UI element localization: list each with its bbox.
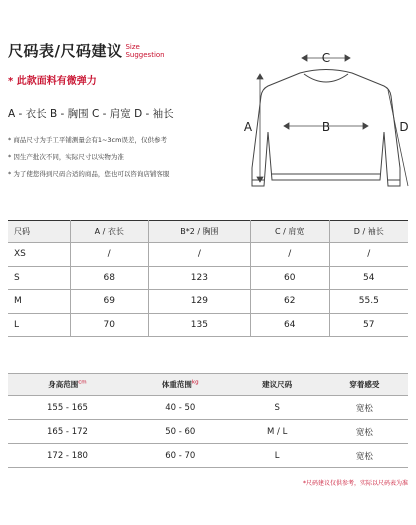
- label-c: C: [321, 51, 331, 65]
- table-cell: 宽松: [321, 444, 408, 468]
- table-cell: 62: [250, 290, 329, 314]
- table-cell: /: [329, 243, 408, 267]
- unit-kg: kg: [191, 379, 199, 386]
- table-cell: M: [8, 290, 70, 314]
- table-cell: 68: [70, 266, 148, 290]
- header-cell: [8, 374, 127, 396]
- note-item: * 商品尺寸为手工平铺测量会有1~3cm误差，仅供参考: [8, 136, 167, 144]
- header-cell: D / 袖长: [329, 221, 408, 243]
- table-cell: 54: [329, 266, 408, 290]
- table-cell: /: [250, 243, 329, 267]
- table-cell: 135: [148, 313, 250, 337]
- table-cell: /: [148, 243, 250, 267]
- collar: [304, 74, 348, 82]
- table-cell: 60 - 70: [127, 444, 234, 468]
- table-cell: XS: [8, 243, 70, 267]
- table-cell: 60: [250, 266, 329, 290]
- table-cell: 70: [70, 313, 148, 337]
- table-cell: 123: [148, 266, 250, 290]
- header-cell: [127, 374, 234, 396]
- table-row: [8, 266, 408, 290]
- size-table-header: [8, 221, 408, 243]
- table-row: [8, 444, 408, 468]
- sweater-diagram: [238, 40, 413, 200]
- page-title: 尺码表/尺码建议: [8, 42, 123, 60]
- table-cell: 57: [329, 313, 408, 337]
- title-en-line-2: Suggestion: [125, 51, 165, 59]
- table-cell: /: [70, 243, 148, 267]
- table-row: [8, 243, 408, 267]
- size-table: [8, 220, 408, 337]
- header-cell: C / 肩宽: [250, 221, 329, 243]
- note-item: * 因生产批次不同，实际尺寸以实物为准: [8, 153, 124, 161]
- notes: [8, 132, 169, 183]
- table-cell: 64: [250, 313, 329, 337]
- table-cell: 宽松: [321, 420, 408, 444]
- header-cell: 穿着感受: [321, 374, 408, 396]
- rec-table-header: [8, 374, 408, 396]
- fabric-note: * 此款面料有微弹力: [8, 76, 97, 87]
- footnote: *尺码建议仅供参考，实际以尺码表为准: [302, 480, 408, 487]
- label-b: B: [321, 120, 331, 134]
- title-row: [8, 40, 165, 61]
- table-row: [8, 420, 408, 444]
- table-cell: S: [234, 396, 321, 420]
- table-cell: M / L: [234, 420, 321, 444]
- table-cell: L: [234, 444, 321, 468]
- dim-line-d: [388, 90, 408, 186]
- header-cell: 尺码: [8, 221, 70, 243]
- table-row: [8, 396, 408, 420]
- table-cell: 宽松: [321, 396, 408, 420]
- table-cell: S: [8, 266, 70, 290]
- note-item: * 为了使您得到尺码合适的商品，您也可以咨询店铺客服: [8, 170, 170, 178]
- height-range-header: 身高范围: [48, 380, 79, 389]
- table-row: [8, 313, 408, 337]
- unit-cm: cm: [78, 379, 87, 386]
- label-a: A: [243, 120, 253, 134]
- measurement-legend: A - 衣长 B - 胸围 C - 肩宽 D - 袖长: [8, 108, 174, 120]
- weight-range-header: 体重范围: [161, 380, 192, 389]
- table-cell: 172 - 180: [8, 444, 127, 468]
- label-d: D: [399, 120, 409, 134]
- table-row: [8, 290, 408, 314]
- table-cell: 69: [70, 290, 148, 314]
- table-cell: L: [8, 313, 70, 337]
- page-title-en: [125, 43, 164, 59]
- table-cell: 155 - 165: [8, 396, 127, 420]
- header-cell: A / 衣长: [70, 221, 148, 243]
- header-cell: 建议尺码: [234, 374, 321, 396]
- table-cell: 55.5: [329, 290, 408, 314]
- table-cell: 40 - 50: [127, 396, 234, 420]
- title-en-line-1: Size: [125, 43, 140, 51]
- table-cell: 165 - 172: [8, 420, 127, 444]
- table-cell: 50 - 60: [127, 420, 234, 444]
- header-cell: B*2 / 胸围: [148, 221, 250, 243]
- size-recommendation-table: [8, 373, 408, 468]
- table-cell: 129: [148, 290, 250, 314]
